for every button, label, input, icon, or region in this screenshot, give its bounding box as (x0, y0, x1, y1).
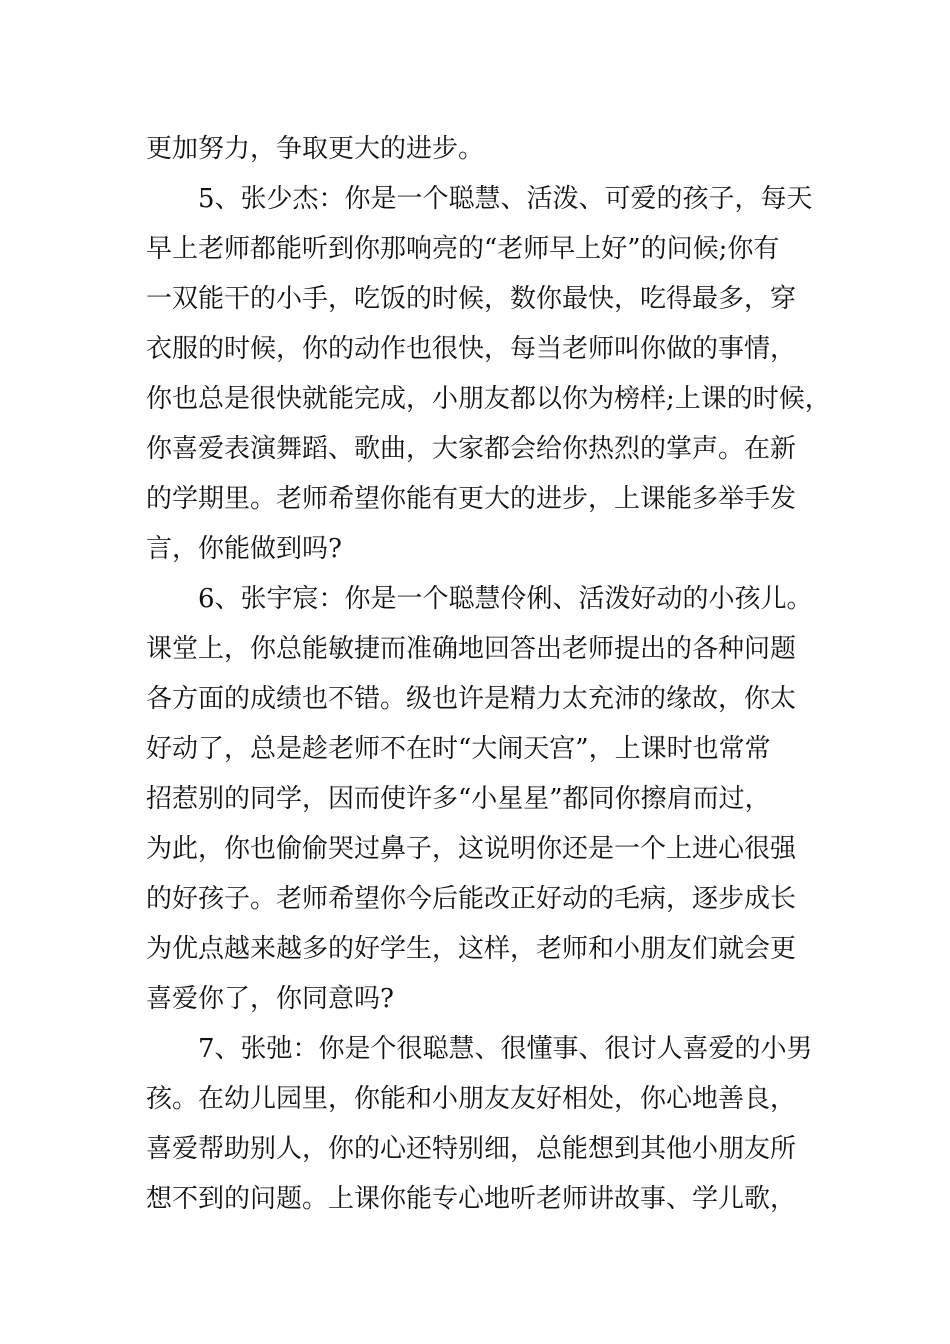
text-line: 你也总是很快就能完成，小朋友都以你为榜样;上课的时候， (146, 384, 831, 414)
text-line: 好动了，总是趁老师不在时“大闹天宫”，上课时也常常 (146, 734, 771, 764)
text-line: 衣服的时候，你的动作也很快，每当老师叫你做的事情， (146, 334, 797, 364)
text-line: 课堂上，你总能敏捷而准确地回答出老师提出的各种问题 (146, 634, 797, 664)
text-line: 言，你能做到吗? (146, 534, 342, 564)
text-line: 一双能干的小手，吃饭的时候，数你最快，吃得最多，穿 (146, 284, 797, 314)
text-line: 为此，你也偷偷哭过鼻子，这说明你还是一个上进心很强 (146, 834, 797, 864)
paragraph-first-line: 7、张弛：你是个很聪慧、很懂事、很讨人喜爱的小男 (198, 1034, 813, 1064)
text-line: 的好孩子。老师希望你今后能改正好动的毛病，逐步成长 (146, 884, 797, 914)
document-body (146, 124, 831, 1224)
text-line: 各方面的成绩也不错。级也许是精力太充沛的缘故，你太 (146, 684, 797, 714)
paragraph-first-line: 6、张宇宸：你是一个聪慧伶俐、活泼好动的小孩儿。 (198, 584, 813, 614)
text-line: 想不到的问题。上课你能专心地听老师讲故事、学儿歌， (146, 1184, 797, 1214)
text-line: 更加努力，争取更大的进步。 (146, 134, 485, 164)
text-line: 喜爱帮助别人，你的心还特别细，总能想到其他小朋友所 (146, 1134, 797, 1164)
text-line: 孩。在幼儿园里，你能和小朋友友好相处，你心地善良， (146, 1084, 797, 1114)
text-line: 为优点越来越多的好学生，这样，老师和小朋友们就会更 (146, 934, 797, 964)
paragraph-first-line: 5、张少杰：你是一个聪慧、活泼、可爱的孩子，每天 (198, 184, 813, 214)
text-line: 早上老师都能听到你那响亮的“老师早上好”的问候;你有 (146, 234, 780, 264)
text-line: 喜爱你了，你同意吗? (146, 984, 394, 1014)
text-line: 你喜爱表演舞蹈、歌曲，大家都会给你热烈的掌声。在新 (146, 434, 797, 464)
text-line: 的学期里。老师希望你能有更大的进步，上课能多举手发 (146, 484, 797, 514)
text-line: 招惹别的同学，因而使许多“小星星”都同你擦肩而过， (146, 784, 771, 814)
